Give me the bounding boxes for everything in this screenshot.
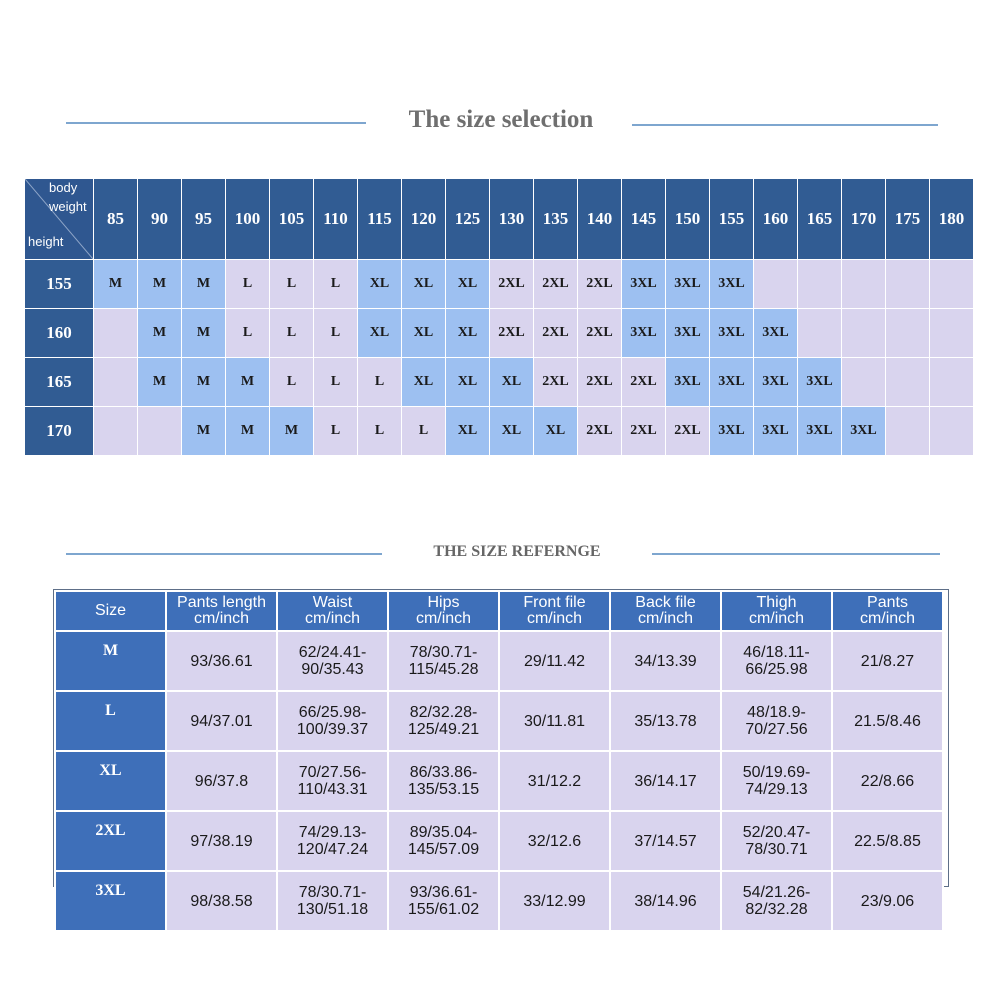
size-cell: M	[182, 260, 226, 309]
reference-header-3	[388, 591, 499, 631]
reference-row-2XL	[55, 811, 943, 871]
size-cell	[754, 260, 798, 309]
value-line: 36/14.17	[634, 772, 697, 790]
size-cell: 2XL	[622, 358, 666, 407]
value-line: 38/14.96	[634, 892, 697, 910]
height-row-160	[25, 309, 974, 358]
value-line: 145/57.09	[407, 841, 480, 858]
weight-header-110: 110	[314, 179, 358, 260]
reference-value	[277, 811, 388, 871]
reference-value	[499, 871, 610, 931]
value-line: 120/47.24	[296, 841, 369, 858]
size-cell: XL	[534, 407, 578, 456]
size-cell	[94, 309, 138, 358]
reference-value	[721, 691, 832, 751]
height-label-160: 160	[25, 309, 94, 358]
size-cell: 3XL	[754, 407, 798, 456]
value-line: 30/11.81	[523, 712, 586, 730]
size-cell	[798, 309, 842, 358]
header-line-1: Hips	[427, 594, 460, 611]
corner-label-body: body	[49, 180, 78, 195]
size-cell: L	[358, 407, 402, 456]
weight-header-135: 135	[534, 179, 578, 260]
value-line: 66/25.98	[745, 661, 808, 678]
weight-header-130: 130	[490, 179, 534, 260]
size-cell: M	[226, 407, 270, 456]
value-line: 33/12.99	[523, 892, 586, 910]
value-line: 110/43.31	[297, 781, 368, 798]
value-line: 78/30.71-	[298, 884, 367, 901]
value-line: 98/38.58	[190, 892, 253, 910]
value-line: 82/32.28	[745, 901, 808, 918]
value-line: 34/13.39	[634, 652, 697, 670]
reference-row-M	[55, 631, 943, 691]
size-cell: M	[138, 309, 182, 358]
size-cell: L	[270, 309, 314, 358]
reference-value	[277, 871, 388, 931]
weight-header-145: 145	[622, 179, 666, 260]
height-row-170	[25, 407, 974, 456]
value-line: 125/49.21	[407, 721, 480, 738]
size-cell: M	[138, 358, 182, 407]
reference-header-7	[832, 591, 943, 631]
size-cell: 3XL	[710, 309, 754, 358]
reference-header-4	[499, 591, 610, 631]
size-cell: M	[226, 358, 270, 407]
size-cell: L	[226, 260, 270, 309]
value-line: 50/19.69-	[742, 764, 811, 781]
reference-value	[277, 631, 388, 691]
weight-header-170: 170	[842, 179, 886, 260]
weight-header-row	[25, 179, 974, 260]
size-cell: M	[94, 260, 138, 309]
reference-value	[499, 751, 610, 811]
height-label-155: 155	[25, 260, 94, 309]
size-cell	[930, 358, 974, 407]
size-cell	[886, 309, 930, 358]
corner-header	[25, 179, 94, 260]
value-line: 21/8.27	[860, 652, 915, 670]
size-cell	[886, 407, 930, 456]
value-line: 78/30.71	[745, 841, 808, 858]
reference-row-3XL	[55, 871, 943, 931]
reference-row-L	[55, 691, 943, 751]
size-cell: L	[314, 358, 358, 407]
reference-size-label: 2XL	[55, 811, 166, 871]
size-cell: 3XL	[798, 358, 842, 407]
reference-size-label: 3XL	[55, 871, 166, 931]
header-line-2: cm/inch	[193, 610, 250, 627]
size-cell: L	[270, 260, 314, 309]
size-cell: L	[358, 358, 402, 407]
size-cell	[94, 407, 138, 456]
size-cell: 2XL	[578, 309, 622, 358]
value-line: 31/12.2	[527, 772, 582, 790]
height-row-155	[25, 260, 974, 309]
reference-value	[721, 871, 832, 931]
size-cell: M	[270, 407, 314, 456]
size-cell: 2XL	[578, 260, 622, 309]
weight-header-140: 140	[578, 179, 622, 260]
weight-header-100: 100	[226, 179, 270, 260]
weight-header-120: 120	[402, 179, 446, 260]
value-line: 97/38.19	[190, 832, 253, 850]
value-line: 22.5/8.85	[854, 832, 921, 850]
weight-header-105: 105	[270, 179, 314, 260]
reference-title: THE SIZE REFERNGE	[433, 543, 601, 560]
title-rule-left	[66, 122, 366, 124]
reference-value	[388, 751, 499, 811]
reference-size-label: M	[55, 631, 166, 691]
reference-value	[166, 871, 277, 931]
size-cell: 2XL	[578, 407, 622, 456]
reference-value	[721, 811, 832, 871]
size-cell: XL	[358, 260, 402, 309]
size-cell	[138, 407, 182, 456]
value-line: 115/45.28	[408, 661, 479, 678]
corner-label-height: height	[28, 234, 64, 249]
size-cell	[94, 358, 138, 407]
value-line: 96/37.8	[194, 772, 249, 790]
size-cell	[842, 358, 886, 407]
size-cell	[886, 260, 930, 309]
size-cell: XL	[446, 407, 490, 456]
reference-value	[721, 631, 832, 691]
size-cell	[798, 260, 842, 309]
header-line-1: Size	[94, 602, 127, 619]
weight-header-160: 160	[754, 179, 798, 260]
value-line: 66/25.98-	[298, 704, 367, 721]
weight-header-175: 175	[886, 179, 930, 260]
size-cell: 2XL	[534, 309, 578, 358]
value-line: 86/33.86-	[409, 764, 478, 781]
reference-value	[832, 871, 943, 931]
size-cell: 3XL	[754, 358, 798, 407]
size-cell: 2XL	[622, 407, 666, 456]
reference-header-row	[55, 591, 943, 631]
size-cell: 3XL	[754, 309, 798, 358]
value-line: 70/27.56-	[298, 764, 367, 781]
size-cell: 3XL	[666, 309, 710, 358]
reference-value	[832, 631, 943, 691]
size-cell: XL	[446, 309, 490, 358]
reference-value	[166, 751, 277, 811]
value-line: 54/21.26-	[742, 884, 811, 901]
reference-value	[610, 871, 721, 931]
size-cell: 3XL	[622, 260, 666, 309]
size-cell: XL	[446, 260, 490, 309]
value-line: 23/9.06	[860, 892, 915, 910]
value-line: 89/35.04-	[409, 824, 478, 841]
value-line: 130/51.18	[296, 901, 369, 918]
value-line: 32/12.6	[527, 832, 582, 850]
size-cell: XL	[358, 309, 402, 358]
reference-value	[166, 811, 277, 871]
header-line-1: Pants length	[177, 594, 266, 611]
reference-header-1	[166, 591, 277, 631]
header-line-2: cm/inch	[859, 610, 916, 627]
size-cell: 3XL	[842, 407, 886, 456]
size-cell: M	[182, 407, 226, 456]
size-cell: XL	[402, 309, 446, 358]
reference-value	[388, 691, 499, 751]
size-cell: 2XL	[534, 358, 578, 407]
value-line: 78/30.71-	[409, 644, 478, 661]
header-line-1: Back file	[635, 594, 696, 611]
value-line: 74/29.13	[745, 781, 808, 798]
size-selection-body	[25, 260, 974, 456]
value-line: 74/29.13-	[298, 824, 367, 841]
weight-header-95: 95	[182, 179, 226, 260]
value-line: 93/36.61	[190, 652, 253, 670]
value-line: 46/18.11-	[743, 644, 810, 661]
size-cell: 3XL	[798, 407, 842, 456]
value-line: 22/8.66	[860, 772, 915, 790]
size-cell: 3XL	[666, 260, 710, 309]
height-label-165: 165	[25, 358, 94, 407]
header-line-1: Thigh	[756, 594, 797, 611]
weight-header-150: 150	[666, 179, 710, 260]
size-cell: 2XL	[578, 358, 622, 407]
size-reference-table	[54, 590, 944, 932]
size-cell: XL	[490, 407, 534, 456]
reference-value	[499, 811, 610, 871]
reference-header-6	[721, 591, 832, 631]
size-cell: 3XL	[710, 260, 754, 309]
reference-value	[610, 691, 721, 751]
reference-value	[832, 691, 943, 751]
weight-header-125: 125	[446, 179, 490, 260]
size-cell: 2XL	[490, 309, 534, 358]
size-cell	[930, 309, 974, 358]
size-cell: L	[314, 309, 358, 358]
reference-value	[388, 871, 499, 931]
value-line: 135/53.15	[407, 781, 480, 798]
size-cell: M	[138, 260, 182, 309]
size-cell: 3XL	[710, 407, 754, 456]
reference-body	[55, 631, 943, 931]
size-cell: 3XL	[666, 358, 710, 407]
selection-title: The size selection	[408, 106, 594, 133]
reference-value	[721, 751, 832, 811]
value-line: 82/32.28-	[409, 704, 478, 721]
size-cell: L	[270, 358, 314, 407]
value-line: 48/18.9-	[747, 704, 806, 721]
reference-value	[277, 691, 388, 751]
size-cell	[886, 358, 930, 407]
weight-header-180: 180	[930, 179, 974, 260]
value-line: 35/13.78	[634, 712, 697, 730]
weight-header-90: 90	[138, 179, 182, 260]
size-cell	[842, 309, 886, 358]
reference-value	[277, 751, 388, 811]
reference-size-label: L	[55, 691, 166, 751]
reference-value	[610, 751, 721, 811]
height-row-165	[25, 358, 974, 407]
header-line-2: cm/inch	[304, 610, 361, 627]
reference-value	[166, 691, 277, 751]
value-line: 155/61.02	[407, 901, 480, 918]
reference-value	[166, 631, 277, 691]
value-line: 93/36.61-	[409, 884, 478, 901]
weight-header-155: 155	[710, 179, 754, 260]
size-cell: XL	[402, 358, 446, 407]
size-cell	[930, 407, 974, 456]
size-cell: XL	[490, 358, 534, 407]
size-cell: L	[314, 407, 358, 456]
weight-header-85: 85	[94, 179, 138, 260]
height-label-170: 170	[25, 407, 94, 456]
header-line-1: Waist	[312, 594, 353, 611]
reference-header-0	[55, 591, 166, 631]
size-cell: 3XL	[622, 309, 666, 358]
size-cell: 2XL	[534, 260, 578, 309]
size-cell: 3XL	[710, 358, 754, 407]
corner-label-weight: weight	[49, 199, 87, 214]
reference-value	[388, 631, 499, 691]
value-line: 62/24.41-	[298, 644, 367, 661]
header-line-2: cm/inch	[415, 610, 472, 627]
size-cell: L	[226, 309, 270, 358]
value-line: 90/35.43	[301, 661, 364, 678]
reference-rule-left	[66, 553, 382, 555]
header-line-2: cm/inch	[748, 610, 805, 627]
size-selection-table	[24, 178, 974, 456]
size-cell	[842, 260, 886, 309]
weight-header-115: 115	[358, 179, 402, 260]
reference-value	[610, 631, 721, 691]
size-cell: L	[314, 260, 358, 309]
value-line: 70/27.56	[745, 721, 808, 738]
size-cell: L	[402, 407, 446, 456]
reference-value	[388, 811, 499, 871]
reference-rule-right	[652, 553, 940, 555]
reference-row-XL	[55, 751, 943, 811]
weight-header-165: 165	[798, 179, 842, 260]
reference-header-5	[610, 591, 721, 631]
header-line-1: Front file	[523, 594, 586, 611]
value-line: 100/39.37	[296, 721, 369, 738]
size-cell: M	[182, 358, 226, 407]
reference-header-2	[277, 591, 388, 631]
size-cell: XL	[446, 358, 490, 407]
reference-value	[610, 811, 721, 871]
value-line: 52/20.47-	[742, 824, 811, 841]
value-line: 37/14.57	[634, 832, 697, 850]
size-cell: 2XL	[666, 407, 710, 456]
reference-size-label: XL	[55, 751, 166, 811]
size-cell	[930, 260, 974, 309]
reference-value	[499, 631, 610, 691]
value-line: 21.5/8.46	[854, 712, 921, 730]
size-cell: M	[182, 309, 226, 358]
header-line-2: cm/inch	[637, 610, 694, 627]
header-line-2: cm/inch	[526, 610, 583, 627]
value-line: 29/11.42	[523, 652, 586, 670]
reference-value	[832, 811, 943, 871]
size-cell: XL	[402, 260, 446, 309]
size-cell: 2XL	[490, 260, 534, 309]
value-line: 94/37.01	[190, 712, 253, 730]
reference-value	[832, 751, 943, 811]
header-line-1: Pants	[867, 594, 908, 611]
reference-value	[499, 691, 610, 751]
title-rule-right	[632, 124, 938, 126]
